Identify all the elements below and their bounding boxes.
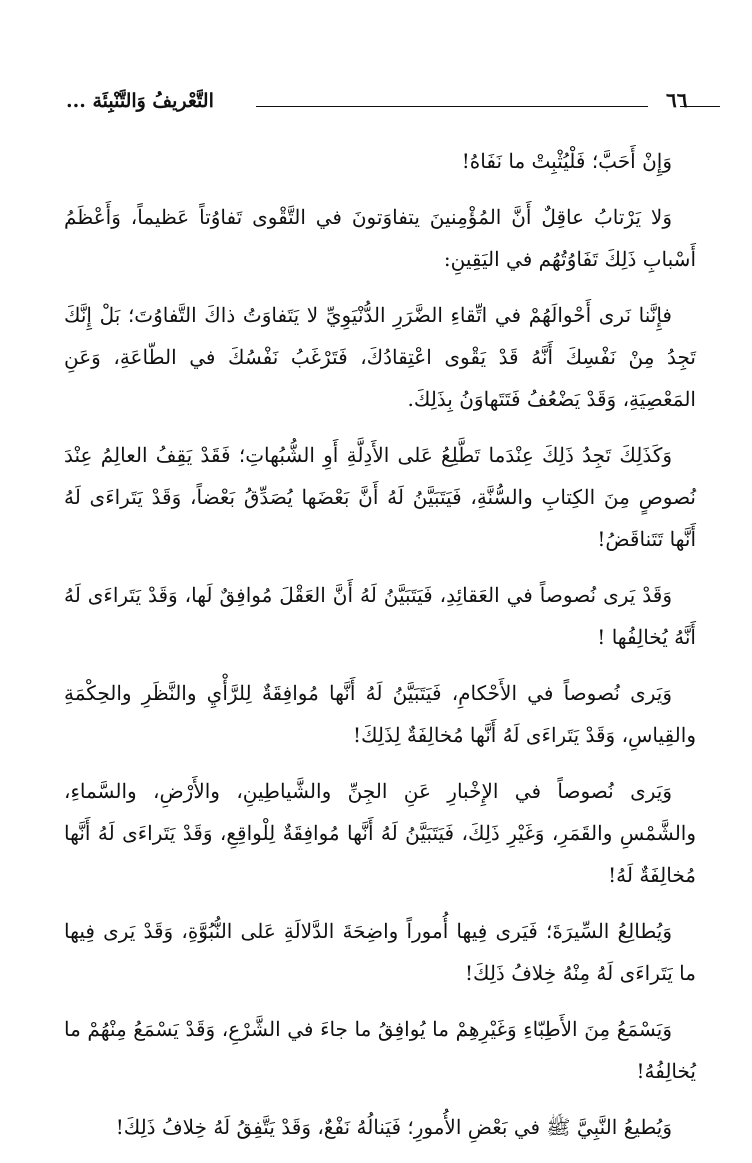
paragraph: وَإِنْ أَحَبَّ؛ فَلْيُثْبِتْ ما نَفَاهُ! [461,149,672,173]
paragraph: وَكَذَلِكَ تَجِدُ ذَلِكَ عِنْدَما تَطَّلِعُ عَلى الأَدِلَّةِ أَوِ الشُّبُهاتِ؛ فَقَدْ يَقِفُ العالِمُ عِنْدَ نُصوصٍ مِنَ الكِتابِ والسُّنَّةِ، فَيَتَبَيَّنُ لَهُ أَنَّ بَعْضَها يُصَدِّقُ بَعْضاً، وَقَدْ يَتَراءَى لَهُ أَنَّها تَتَناقَضُ! [64,443,696,551]
running-title: التَّعْريفُ وَالتَّنْبِئَة ... [66,90,214,112]
paragraph: وَيَرى نُصوصاً في الإِخْبارِ عَنِ الجِنِّ والشَّياطِينِ، والأَرْضِ، والسَّماءِ، والشَّمْسِ والقَمَرِ، وَغَيْرِ ذَلِكَ، فَيَتَبَيَّنُ لَهُ أَنَّها مُوافِقَةٌ لِلْواقِعِ، وَقَدْ يَتَراءَى لَهُ أَنَّها مُخالِفَةٌ لَهُ! [64,779,696,887]
paragraph: وَيَسْمَعُ مِنَ الأَطِبّاءِ وَغَيْرِهِمْ ما يُوافِقُ ما جاءَ في الشَّرْعِ، وَقَدْ يَسْمَعُ مِنْهُمْ ما يُخالِفُهُ! [64,1017,696,1083]
paragraph: وَيَرى نُصوصاً في الأَحْكامِ، فَيَتَبَيَّنُ لَهُ أَنَّها مُوافِقَةٌ لِلرَّأْيِ والنَّظَرِ والحِكْمَةِ والقِياسِ، وَقَدْ يَتَراءَى لَهُ أَنَّها مُخالِفَةٌ لِذَلِكَ! [64,681,696,747]
header-rule-short [680,106,720,107]
paragraph: وَقَدْ يَرى نُصوصاً في العَقائِدِ، فَيَتَبَيَّنُ لَهُ أَنَّ العَقْلَ مُوافِقٌ لَها، وَقَدْ يَتَراءَى لَهُ أَنَّهُ يُخالِفُها ! [64,583,696,649]
paragraph: فإِنَّنا نَرى أَحْوالَهُمْ في اتِّقاءِ الضَّرَرِ الدُّنْيَوِيِّ لا يَتَفاوَتُ ذاكَ التَّفاوُتَ؛ بَلْ إِنَّكَ تَجِدُ مِنْ نَفْسِكَ أَنَّهُ قَدْ يَقْوى اعْتِقادُكَ، فَتَرْغَبُ نَفْسُكَ في الطّاعَةِ، وَعَنِ المَعْصِيَةِ، وَقَدْ يَضْعُفُ فَتَتَهاوَنُ بِذَلِكَ. [64,303,696,411]
page-header [60,86,700,122]
page-body [64,140,696,1162]
header-rule-long [256,106,648,107]
paragraph: وَلا يَرْتابُ عاقِلٌ أَنَّ المُؤْمِنينَ يتفاوَتونَ في التَّقْوى تَفاوُتاً عَظيماً، وَأَعْظَمُ أَسْبابِ ذَلِكَ تَفَاوُتُهُم في اليَقِينِ: [64,205,696,271]
paragraph: وَيُطالِعُ السِّيرَةَ؛ فَيَرى فِيها أُموراً واضِحَةَ الدَّلالَةِ عَلى النُّبُوَّةِ، وَقَدْ يَرى فِيها ما يَتَراءَى لَهُ مِنْهُ خِلافُ ذَلِكَ! [64,919,696,985]
paragraph: وَيُطيعُ النَّبِيَّ ﷺ في بَعْضِ الأُمورِ؛ فَيَنالُهُ نَفْعٌ، وَقَدْ يَتَّفِقُ لَهُ خِلافُ ذَلِكَ! [115,1115,672,1139]
page-number: ٦٦ [666,88,688,112]
